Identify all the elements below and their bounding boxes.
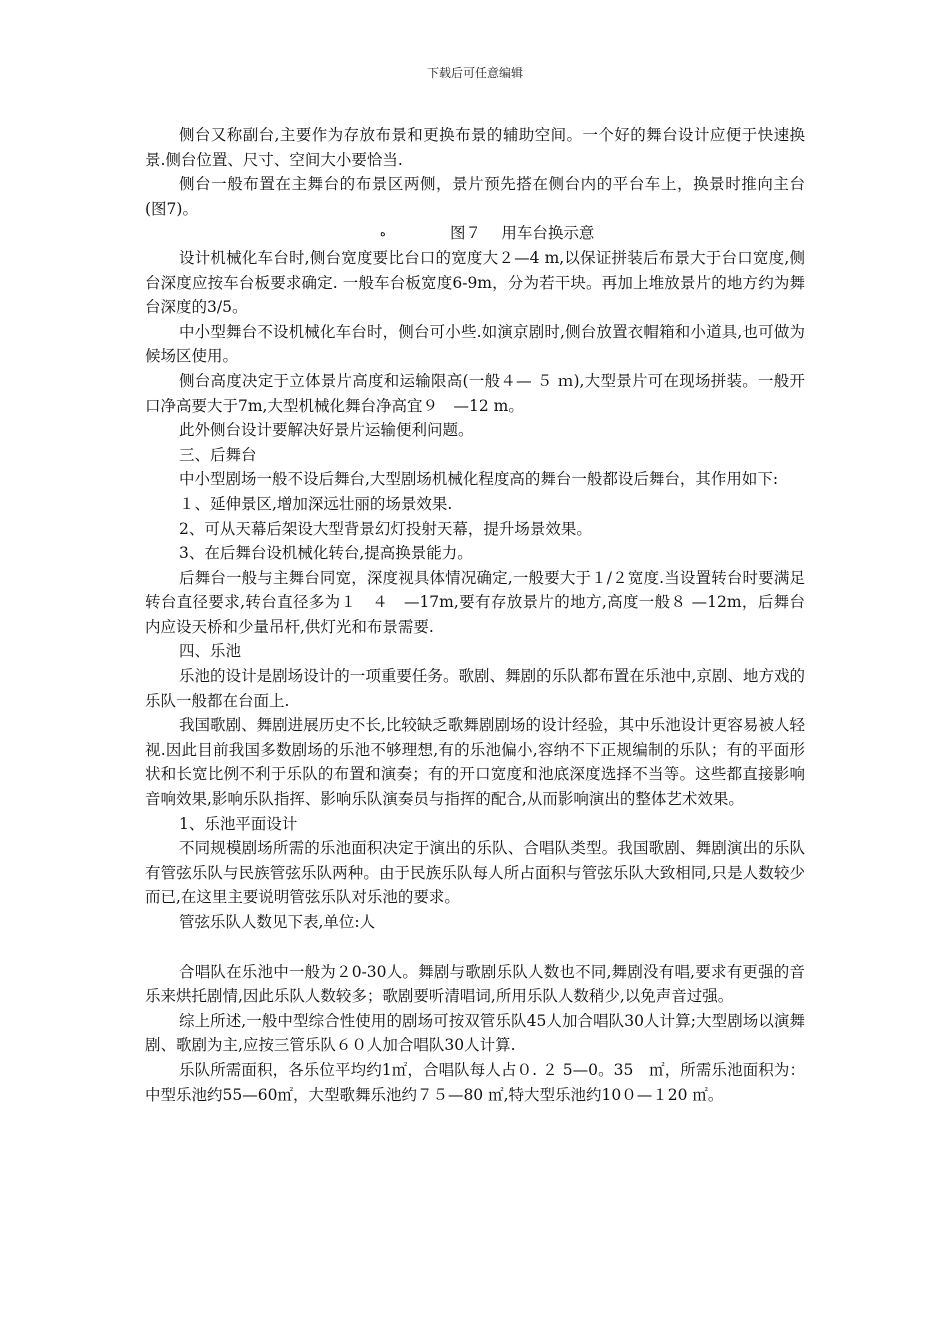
paragraph: 管弦乐队人数见下表,单位:人 <box>179 913 376 931</box>
paragraph: 综上所述,一般中型综合性使用的剧场可按双管乐队45人加合唱队30人计算;大型剧场以演舞剧、歌剧为主,应按三管乐队６０人加合唱队30人计算. <box>145 1011 805 1055</box>
paragraph: 我国歌剧、舞剧进展历史不长,比较缺乏歌舞剧剧场的设计经验，其中乐池设计更容易被人轻视.因此目前我国多数剧场的乐池不够理想,有的乐池偏小,容纳不下正规编制的乐队；有的平面形状和长宽比例不利于乐队的布置和演奏；有的开口宽度和池底深度选择不当等。这些都直接影响音响效果,影响乐队指挥、影响乐队演奏员与指挥的配合,从而影响演出的整体艺术效果。 <box>145 716 805 809</box>
paragraph: 设计机械化车台时,侧台宽度要比台口的宽度大２—4 m,以保证拼装后布景大于台口宽度,侧台深度应按车台板要求确定. 一般车台板宽度6-9m，分为若干块。再加上堆放景片的地方约为舞台深度的3/5。 <box>145 248 805 317</box>
page-header-note: 下载后可任意编辑 <box>426 66 523 80</box>
paragraph: 合唱队在乐池中一般为２0-30人。舞剧与歌剧乐队人数也不同,舞剧没有唱,要求有更强的音乐来烘托剧情,因此乐队人数较多；歌剧要听清唱词,所用乐队人数稍少,以免声音过强。 <box>145 962 805 1006</box>
list-item: 3、在后舞台设机械化转台,提高换景能力。 <box>179 544 473 563</box>
list-item: １、延伸景区,增加深远壮丽的场景效果. <box>179 494 453 513</box>
paragraph: 乐队所需面积，各乐位平均约1㎡，合唱队每人占０. ２ 5—0。35 ㎡，所需乐池面积为：中型乐池约55—60㎡，大型歌舞乐池约７５—80 ㎡,特大型乐池约10０—１20 ㎡。 <box>145 1060 805 1104</box>
paragraph: 侧台又称副台,主要作为存放布景和更换布景的辅助空间。一个好的舞台设计应便于快速换景.侧台位置、尺寸、空间大小要恰当. <box>145 126 805 169</box>
figure-caption-row <box>145 221 805 246</box>
paragraph: 侧台高度决定于立体景片高度和运输限高(一般４— ５ ｍ),大型景片可在现场拼装。一般开口净高要大于7m,大型机械化舞台净高宜９ —12 m。 <box>145 371 805 415</box>
subsection-heading: 1、乐池平面设计 <box>179 814 298 833</box>
paragraph: 此外侧台设计要解决好景片运输便利问题。 <box>179 421 474 440</box>
paragraph: 侧台一般布置在主舞台的布景区两侧，景片预先搭在侧台内的平台车上，换景时推向主台(图7)。 <box>145 175 805 218</box>
paragraph: 乐池的设计是剧场设计的一项重要任务。歌剧、舞剧的乐队都布置在乐池中,京剧、地方戏的乐队一般都在台面上. <box>145 667 805 710</box>
document-body <box>145 123 805 1107</box>
paragraph: 不同规模剧场所需的乐池面积决定于演出的乐队、合唱队类型。我国歌剧、舞剧演出的乐队有管弦乐队与民族管弦乐队两种。由于民族乐队每人所占面积与管弦乐队大致相同,只是人数较少而已,在这里主要说明管弦乐队对乐池的要求。 <box>145 839 805 907</box>
paragraph: 中小型剧场一般不设后舞台,大型剧场机械化程度高的舞台一般都设后舞台，其作用如下: <box>179 470 779 489</box>
section-heading: 三、后舞台 <box>179 445 257 464</box>
section-heading: 四、乐池 <box>179 642 242 661</box>
paragraph: 中小型舞台不设机械化车台时，侧台可小些.如演京剧时,侧台放置衣帽箱和小道具,也可做为候场区使用。 <box>145 322 805 366</box>
table-gap <box>145 935 805 960</box>
list-item: 2、可从天幕后架设大型背景幻灯投射天幕，提升场景效果。 <box>179 519 592 538</box>
figure-placeholder-glyph: ه <box>380 226 386 240</box>
figure-caption: 图７ 用车台换示意 <box>450 224 595 243</box>
paragraph: 后舞台一般与主舞台同宽，深度视具体情况确定,一般要大于１/２宽度.当设置转台时要满足转台直径要求,转台直径多为１ ４ —17m,要有存放景片的地方,高度一般８ —12m，后舞台内应设天桥和少量吊杆,供灯光和布景需要. <box>145 568 805 636</box>
